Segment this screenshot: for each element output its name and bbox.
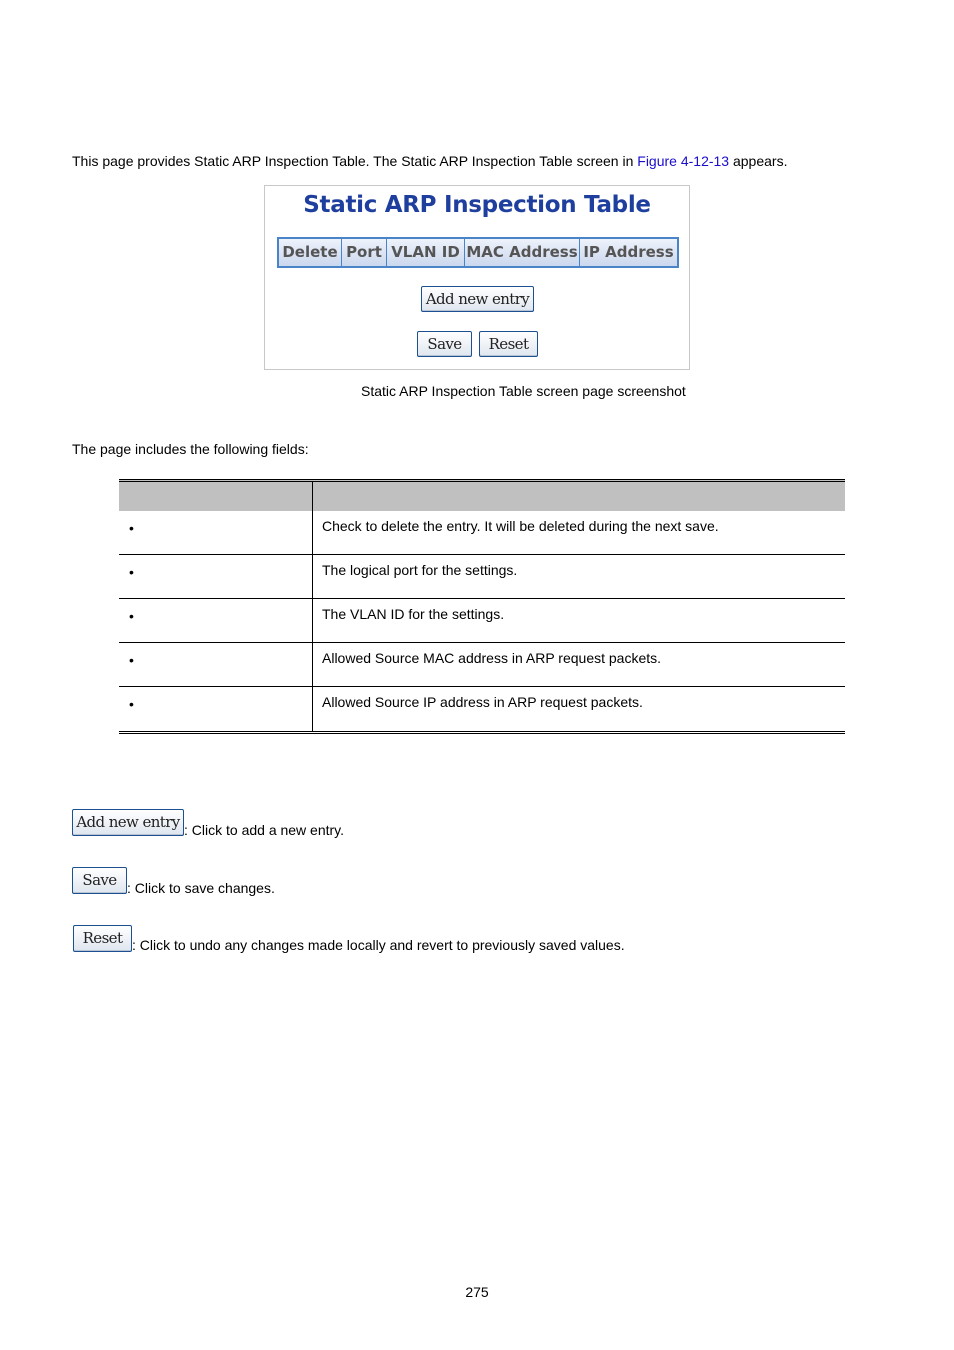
- intro-paragraph: [72, 153, 787, 169]
- bullet: •: [129, 608, 134, 624]
- header-cell-object: [119, 482, 313, 511]
- description-cell: Check to delete the entry. It will be deleted during the next save.: [322, 518, 719, 534]
- add-new-entry-description: : Click to add a new entry.: [184, 822, 345, 838]
- table-row: [119, 687, 845, 734]
- description-cell: Allowed Source IP address in ARP request packets.: [322, 694, 643, 710]
- page-number: 275: [465, 1284, 489, 1300]
- fields-table-header: [119, 479, 845, 511]
- table-row: [119, 599, 845, 643]
- column-delete: Delete: [279, 239, 342, 266]
- table-row: [119, 643, 845, 687]
- arp-table-header: [277, 237, 679, 268]
- reset-description: : Click to undo any changes made locally and revert to previously saved values.: [132, 937, 625, 953]
- table-row: [119, 511, 845, 555]
- bullet: •: [129, 564, 134, 580]
- fields-table: [119, 479, 845, 734]
- reset-button[interactable]: Reset: [479, 331, 538, 357]
- screenshot-panel: [264, 185, 690, 370]
- fields-intro: The page includes the following fields:: [72, 441, 309, 457]
- intro-text-end: appears.: [729, 153, 788, 169]
- save-button-sample[interactable]: Save: [72, 867, 127, 894]
- reset-button-sample[interactable]: Reset: [73, 925, 132, 952]
- column-vlan-id: VLAN ID: [387, 239, 465, 266]
- object-cell: [119, 643, 313, 686]
- figure-link[interactable]: Figure 4-12-13: [637, 153, 730, 169]
- object-cell: [119, 511, 313, 554]
- column-ip-address: IP Address: [580, 239, 677, 266]
- description-cell: The VLAN ID for the settings.: [322, 606, 505, 622]
- add-new-entry-button-sample[interactable]: Add new entry: [72, 809, 184, 836]
- bullet: •: [129, 696, 134, 712]
- table-row: [119, 555, 845, 599]
- column-port: Port: [342, 239, 387, 266]
- bullet: •: [129, 520, 134, 536]
- description-cell: The logical port for the settings.: [322, 562, 518, 578]
- object-cell: [119, 599, 313, 642]
- save-button[interactable]: Save: [417, 331, 472, 357]
- screenshot-title: Static ARP Inspection Table: [303, 192, 651, 218]
- intro-text: This page provides Static ARP Inspection Table. The Static ARP Inspection Table screen in: [72, 153, 638, 169]
- save-description: : Click to save changes.: [127, 880, 275, 896]
- figure-caption: Static ARP Inspection Table screen page screenshot: [361, 383, 686, 399]
- add-new-entry-button[interactable]: Add new entry: [421, 286, 534, 312]
- description-cell: Allowed Source MAC address in ARP request packets.: [322, 650, 662, 666]
- object-cell: [119, 555, 313, 598]
- object-cell: [119, 687, 313, 731]
- column-mac-address: MAC Address: [465, 239, 580, 266]
- bullet: •: [129, 652, 134, 668]
